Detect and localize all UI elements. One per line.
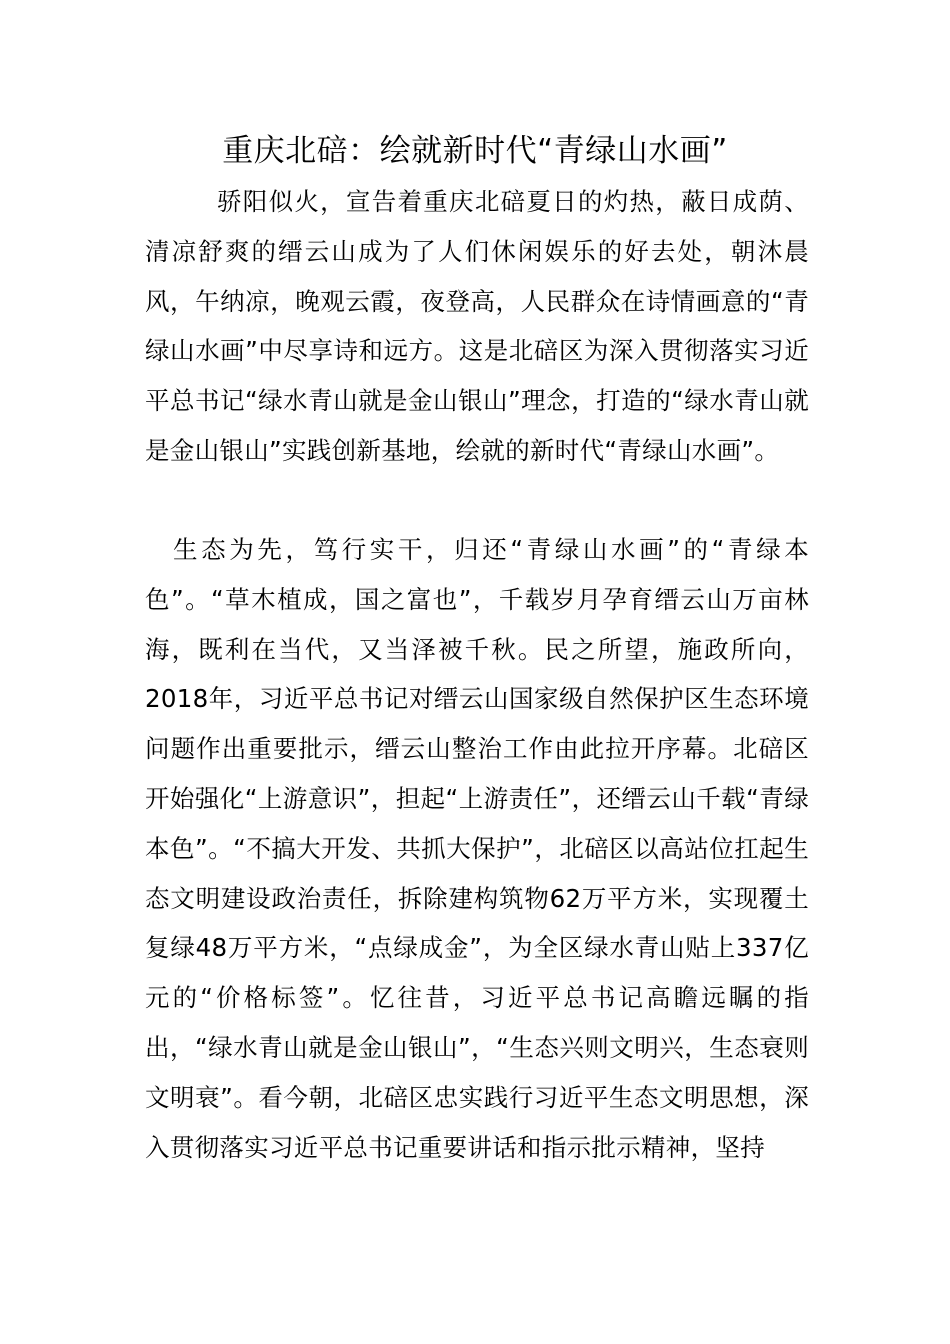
paragraph-intro: 骄阳似火，宣告着重庆北碚夏日的灼热，蔽日成荫、清凉舒爽的缙云山成为了人们休闲娱乐的好去处，朝沐晨风，午纳凉，晚观云霞，夜登高，人民群众在诗情画意的“青绿山水画”中尽享诗和远方。这是北碚区为深入贯彻落实习近平总书记“绿水青山就是金山银山”理念，打造的“绿水青山就是金山银山”实践创新基地，绘就的新时代“青绿山水画”。 xyxy=(145,187,809,465)
paragraph-ecology: 生态为先，笃行实干，归还“青绿山水画”的“青绿本色”。“草木植成，国之富也”，千载岁月孕育缙云山万亩林海，既利在当代，又当泽被千秋。民之所望，施政所向，2018年，习近平总书记对缙云山国家级自然保护区生态环境问题作出重要批示，缙云山整治工作由此拉开序幕。北碚区开始强化“上游意识”，担起“上游责任”，还缙云山千载“青绿本色”。“不搞大开发、共抓大保护”，北碚区以高站位扛起生态文明建设政治责任，拆除建构筑物62万平方米，实现覆土复绿48万平方米，“点绿成金”，为全区绿水青山贴上337亿元的“价格标签”。忆往昔，习近平总书记高瞻远瞩的指出，“绿水青山就是金山银山”，“生态兴则文明兴，生态衰则文明衰”。看今朝，北碚区忠实践行习近平生态文明思想，深入贯彻落实习近平总书记重要讲话和指示批示精神，坚持 xyxy=(145,535,809,1162)
document-title: 重庆北碚：绘就新时代“青绿山水画” xyxy=(222,133,728,169)
